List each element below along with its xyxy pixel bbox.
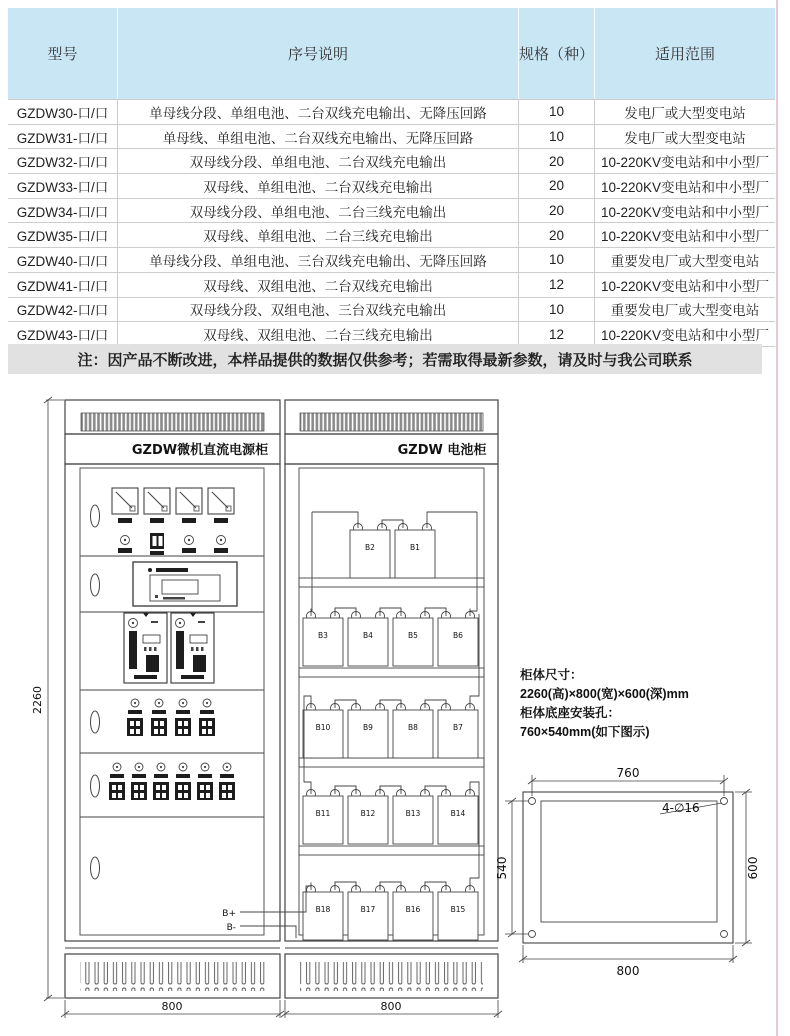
door-handle bbox=[91, 775, 100, 797]
range-cell: 10-220KV变电站和中小型厂 bbox=[600, 229, 770, 245]
spec-cell: 10 bbox=[519, 100, 595, 124]
description-cell: 双母线、单组电池、二台双线充电输出 bbox=[118, 174, 519, 198]
indicator-knob-icon bbox=[182, 536, 196, 554]
description-cell: 双母线、双组电池、二台三线充电输出 bbox=[118, 322, 519, 346]
right-dim-label: 600 bbox=[746, 856, 760, 880]
description-cell: 单母线分段、单组电池、二台双线充电输出、无降压回路 bbox=[118, 100, 519, 124]
circuit-breaker-icon bbox=[127, 699, 143, 736]
spec-cell: 20 bbox=[519, 174, 595, 198]
door-handle bbox=[91, 711, 100, 733]
description-cell: 单母线、单组电池、二台双线充电输出、无降压回路 bbox=[118, 125, 519, 149]
spec-cell: 12 bbox=[519, 273, 595, 297]
dimension-base-width bbox=[519, 945, 737, 978]
breaker-panel-1 bbox=[127, 699, 215, 736]
analog-meter-icon bbox=[112, 488, 138, 523]
table-row bbox=[8, 174, 775, 199]
battery-cabinet-drawing bbox=[285, 400, 498, 998]
circuit-breaker-icon bbox=[199, 699, 215, 736]
battery-label: B16 bbox=[405, 905, 421, 914]
model-cell: GZDW32-口/口 bbox=[8, 149, 118, 173]
hole-callout bbox=[660, 801, 722, 815]
spec-cell: 20 bbox=[519, 149, 595, 173]
range-cell: 10-220KV变电站和中小型厂 bbox=[600, 204, 770, 220]
battery-row-3 bbox=[303, 701, 478, 759]
range-cell: 发电厂或大型变电站 bbox=[624, 130, 746, 146]
left-dim-label: 540 bbox=[495, 856, 509, 880]
table-row bbox=[8, 199, 775, 224]
battery-label: B10 bbox=[315, 723, 331, 732]
terminal-positive-label: B+ bbox=[222, 909, 236, 919]
description-cell: 双母线分段、单组电池、二台三线充电输出 bbox=[118, 199, 519, 223]
table-body bbox=[8, 99, 775, 347]
battery-label: B3 bbox=[318, 631, 328, 640]
model-cell: GZDW41-口/口 bbox=[8, 273, 118, 297]
monitor-panel bbox=[133, 562, 237, 606]
description-cell: 双母线分段、双组电池、三台双线充电输出 bbox=[118, 298, 519, 322]
battery-label: B2 bbox=[365, 543, 375, 552]
range-cell: 10-220KV变电站和中小型厂 bbox=[600, 155, 770, 171]
model-cell: GZDW43-口/口 bbox=[8, 322, 118, 346]
door-handle bbox=[91, 574, 100, 596]
battery-label: B15 bbox=[450, 905, 466, 914]
battery-row-2 bbox=[303, 609, 478, 667]
terminal-negative-label: B- bbox=[226, 923, 236, 933]
model-spec-table bbox=[8, 8, 775, 347]
battery-label: B17 bbox=[360, 905, 376, 914]
spec-cell: 20 bbox=[519, 199, 595, 223]
vent-grille bbox=[300, 413, 483, 431]
mounting-holes-label: 柜体底座安装孔： bbox=[520, 706, 621, 720]
battery-label: B8 bbox=[408, 723, 418, 732]
charger-module-icon bbox=[124, 613, 167, 683]
battery-label: B14 bbox=[450, 809, 466, 818]
battery-terminal-leads bbox=[222, 886, 311, 938]
battery-row-1 bbox=[350, 521, 435, 579]
meter-panel bbox=[112, 488, 234, 555]
spec-cell: 10 bbox=[519, 298, 595, 322]
bottom-dim-label: 800 bbox=[616, 964, 640, 978]
spec-cell: 10 bbox=[519, 125, 595, 149]
table-row bbox=[8, 223, 775, 248]
battery-label: B12 bbox=[360, 809, 376, 818]
circuit-breaker-icon bbox=[109, 763, 125, 800]
battery-label: B13 bbox=[405, 809, 421, 818]
indicator-knob-icon bbox=[118, 536, 132, 554]
range-cell: 发电厂或大型变电站 bbox=[624, 105, 746, 121]
battery-label: B11 bbox=[315, 809, 331, 818]
mounting-hole bbox=[529, 931, 536, 938]
model-cell: GZDW30-口/口 bbox=[8, 100, 118, 124]
range-cell: 重要发电厂或大型变电站 bbox=[610, 253, 760, 269]
charger-modules bbox=[124, 613, 214, 683]
base-mounting-drawing bbox=[495, 766, 760, 978]
description-cell: 双母线、双组电池、二台双线充电输出 bbox=[118, 273, 519, 297]
table-row bbox=[8, 298, 775, 323]
table-row bbox=[8, 125, 775, 150]
power-cabinet-title: GZDW微机直流电源柜 bbox=[131, 443, 269, 458]
dimension-cabinet-height bbox=[31, 397, 64, 1001]
base-vents bbox=[80, 962, 265, 991]
table-row bbox=[8, 273, 775, 298]
mounting-holes-value: 760×540mm(如下图示) bbox=[520, 725, 650, 739]
door-handle bbox=[91, 505, 100, 527]
battery-cabinet-title: GZDW 电池柜 bbox=[397, 443, 487, 458]
range-cell: 重要发电厂或大型变电站 bbox=[610, 303, 760, 319]
hole-callout-label: 4-∅16 bbox=[662, 801, 700, 815]
spec-cell: 10 bbox=[519, 248, 595, 272]
table-row bbox=[8, 248, 775, 273]
top-dim-label: 760 bbox=[616, 766, 640, 780]
mounting-hole bbox=[721, 931, 728, 938]
column-header-range: 适用范围 bbox=[654, 46, 715, 63]
description-cell: 双母线分段、单组电池、二台双线充电输出 bbox=[118, 149, 519, 173]
analog-meter-icon bbox=[176, 488, 202, 523]
battery-label: B7 bbox=[453, 723, 463, 732]
range-cell: 10-220KV变电站和中小型厂 bbox=[600, 179, 770, 195]
circuit-breaker-icon bbox=[175, 699, 191, 736]
width-dim-label: 800 bbox=[161, 1000, 183, 1013]
battery-label: B4 bbox=[363, 631, 373, 640]
column-header-model: 型号 bbox=[8, 8, 118, 99]
battery-row-5 bbox=[303, 883, 478, 941]
cabinet-spec-text bbox=[520, 666, 775, 742]
double-button-icon bbox=[150, 533, 164, 555]
circuit-breaker-icon bbox=[175, 763, 191, 800]
analog-meter-icon bbox=[208, 488, 234, 523]
model-cell: GZDW31-口/口 bbox=[8, 125, 118, 149]
model-cell: GZDW42-口/口 bbox=[8, 298, 118, 322]
battery-row-4 bbox=[303, 787, 478, 845]
model-cell: GZDW34-口/口 bbox=[8, 199, 118, 223]
battery-label: B5 bbox=[408, 631, 418, 640]
breaker-panel-2 bbox=[109, 763, 235, 800]
model-cell: GZDW40-口/口 bbox=[8, 248, 118, 272]
table-row bbox=[8, 149, 775, 174]
door-handle bbox=[91, 857, 100, 879]
column-header-description: 序号说明 bbox=[118, 8, 519, 99]
description-cell: 双母线、单组电池、二台三线充电输出 bbox=[118, 223, 519, 247]
base-vents bbox=[300, 962, 483, 991]
dimension-base-depth bbox=[735, 789, 760, 946]
disclaimer-note: 注：因产品不断改进，本样品提供的数据仅供参考；若需取得最新参数，请及时与我公司联系 bbox=[8, 344, 762, 374]
battery-label: B9 bbox=[363, 723, 373, 732]
power-cabinet-drawing bbox=[65, 400, 280, 998]
dimension-battery-cabinet-width bbox=[281, 1000, 502, 1018]
description-cell: 单母线分段、单组电池、三台双线充电输出、无降压回路 bbox=[118, 248, 519, 272]
range-cell: 10-220KV变电站和中小型厂 bbox=[600, 278, 770, 294]
column-header-spec: 规格（种） bbox=[519, 8, 595, 99]
cabinet-size-label: 柜体尺寸： bbox=[520, 668, 583, 682]
model-cell: GZDW35-口/口 bbox=[8, 223, 118, 247]
battery-label: B1 bbox=[410, 543, 420, 552]
range-cell: 10-220KV变电站和中小型厂 bbox=[600, 328, 770, 344]
circuit-breaker-icon bbox=[153, 763, 169, 800]
analog-meter-icon bbox=[144, 488, 170, 523]
battery-label: B18 bbox=[315, 905, 331, 914]
charger-module-icon bbox=[171, 613, 214, 683]
circuit-breaker-icon bbox=[151, 699, 167, 736]
spec-cell: 12 bbox=[519, 322, 595, 346]
circuit-breaker-icon bbox=[197, 763, 213, 800]
vent-grille bbox=[81, 413, 264, 431]
table-header-row bbox=[8, 8, 775, 99]
width-dim-label: 800 bbox=[380, 1000, 402, 1013]
height-dim-label: 2260 bbox=[31, 686, 44, 714]
battery-label: B6 bbox=[453, 631, 463, 640]
circuit-breaker-icon bbox=[219, 763, 235, 800]
model-cell: GZDW33-口/口 bbox=[8, 174, 118, 198]
circuit-breaker-icon bbox=[131, 763, 147, 800]
mounting-hole bbox=[529, 798, 536, 805]
table-row bbox=[8, 100, 775, 125]
indicator-knob-icon bbox=[214, 536, 228, 554]
cabinet-size-value: 2260(高)×800(宽)×600(深)mm bbox=[520, 687, 689, 701]
page-edge-divider bbox=[776, 0, 778, 1036]
spec-cell: 20 bbox=[519, 223, 595, 247]
dimension-power-cabinet-width bbox=[61, 1000, 284, 1018]
